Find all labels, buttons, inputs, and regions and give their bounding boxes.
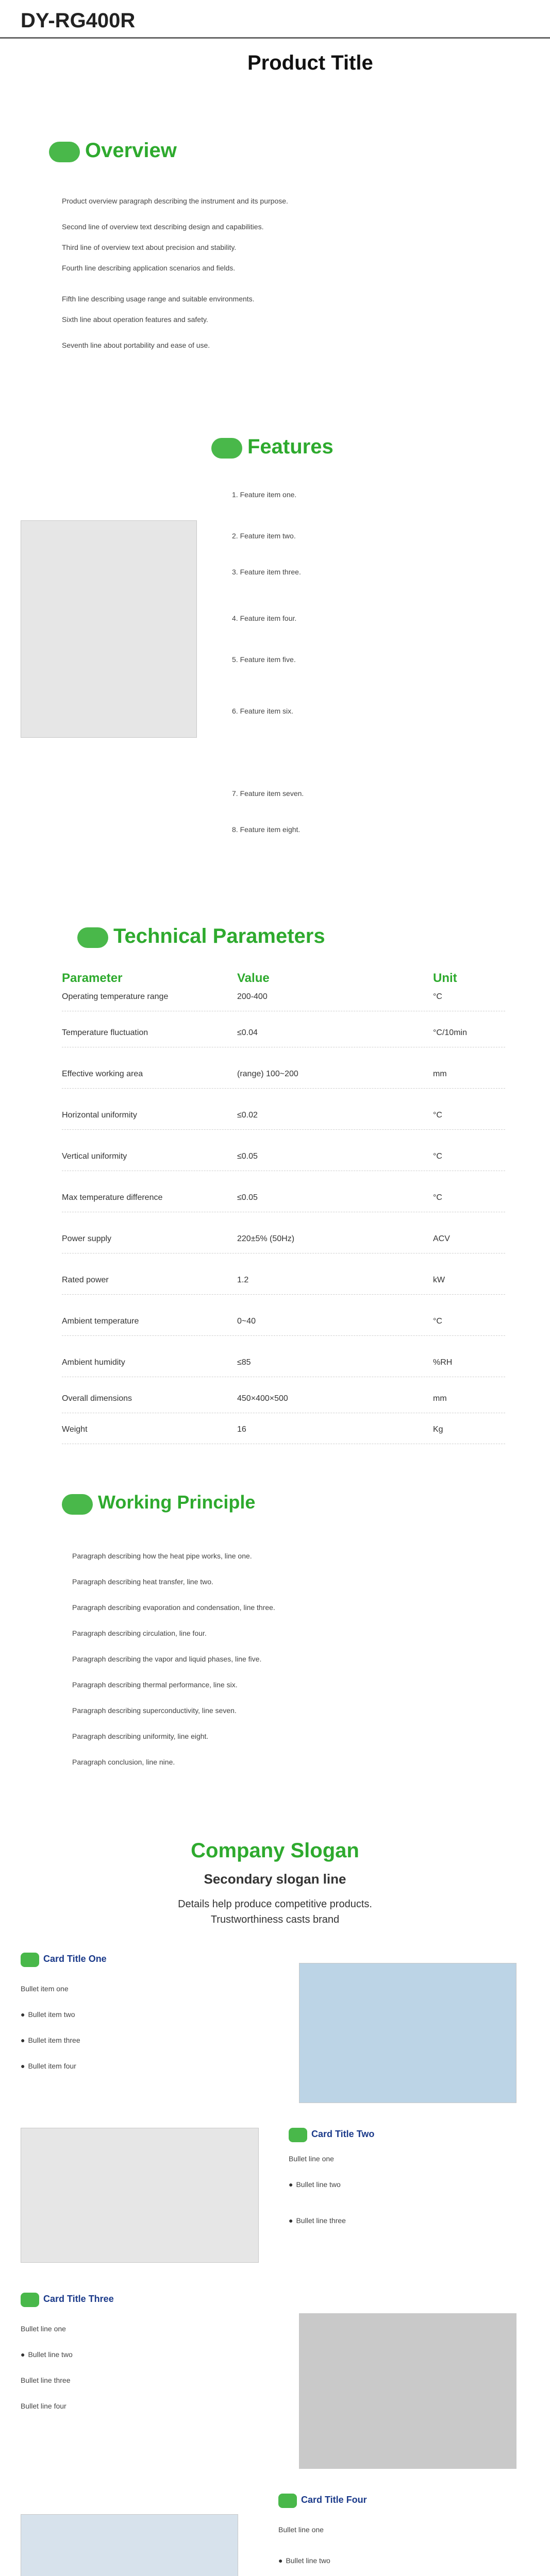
principle-p5: Paragraph describing the vapor and liquid phases, line five.	[72, 1655, 262, 1663]
card-1-bullet-4: ● Bullet item four	[21, 2061, 289, 2071]
card-1-photo	[299, 1963, 516, 2103]
spec-row	[62, 1185, 505, 1212]
overview-p6: Sixth line about operation features and safety.	[62, 315, 208, 324]
spec-row	[62, 1061, 505, 1089]
overview-p5: Fifth line describing usage range and suitable environments.	[62, 295, 255, 303]
feature-4: 4. Feature item four.	[232, 614, 297, 622]
spec-unit: kW	[433, 1276, 445, 1284]
principle-p8: Paragraph describing uniformity, line eight.	[72, 1732, 209, 1740]
spec-row	[62, 1020, 505, 1047]
spec-param: Effective working area	[62, 1070, 143, 1078]
spec-value: 0~40	[237, 1317, 256, 1326]
spec-row	[62, 1267, 505, 1295]
card-3-bullet-2: ● Bullet line two	[21, 2349, 289, 2360]
spec-value: (range) 100~200	[237, 1070, 298, 1078]
principle-p9: Paragraph conclusion, line nine.	[72, 1758, 175, 1766]
product-photo	[21, 520, 197, 738]
top-bar	[0, 0, 550, 74]
spec-row	[62, 1144, 505, 1171]
spec-value: 16	[237, 1425, 246, 1434]
feature-3: 3. Feature item three.	[232, 568, 301, 576]
company-english-1: Details help produce competitive products.	[178, 1899, 372, 1910]
company-english-2: Trustworthiness casts brand	[210, 1914, 340, 1925]
product-title: Product Title	[247, 52, 373, 74]
card-4-title: Card Title Four	[301, 2495, 367, 2505]
spec-param: Horizontal uniformity	[62, 1111, 137, 1120]
spec-unit: %RH	[433, 1358, 453, 1367]
model-label: DY-RG400R	[21, 9, 136, 32]
card-1-bullet-2: ● Bullet item two	[21, 2009, 289, 2020]
card-3-photo	[299, 2313, 516, 2469]
card-1-bullet-1: Bullet item one	[21, 1985, 69, 1993]
principle-p6: Paragraph describing thermal performance, line six.	[72, 1681, 238, 1689]
spec-value: 220±5% (50Hz)	[237, 1234, 295, 1243]
spec-param: Temperature fluctuation	[62, 1028, 148, 1037]
spec-row	[62, 1386, 505, 1413]
company-slogan-2: Secondary slogan line	[204, 1871, 346, 1887]
spec-unit: Kg	[433, 1425, 443, 1434]
spec-row	[62, 1417, 505, 1444]
card-4-bullet-1: Bullet line one	[278, 2526, 324, 2534]
spec-param: Overall dimensions	[62, 1394, 132, 1403]
spec-param: Power supply	[62, 1234, 112, 1243]
overview-section	[0, 139, 550, 428]
card-4-icon	[278, 2494, 297, 2508]
principle-p4: Paragraph describing circulation, line four.	[72, 1629, 207, 1637]
overview-icon	[49, 142, 80, 162]
spec-unit: mm	[433, 1070, 447, 1078]
card-3-icon	[21, 2293, 39, 2307]
principle-p2: Paragraph describing heat transfer, line two.	[72, 1578, 213, 1586]
card-4-bullet-2: ● Bullet line two	[278, 2555, 526, 2566]
card-2-bullet-2: ● Bullet line two	[289, 2179, 515, 2190]
feature-7: 7. Feature item seven.	[232, 789, 304, 798]
spec-value: 200-400	[237, 992, 268, 1001]
card-1-bullet-3: ● Bullet item three	[21, 2035, 289, 2045]
card-2-icon	[289, 2128, 307, 2142]
spec-param: Operating temperature range	[62, 992, 169, 1001]
spec-param: Rated power	[62, 1276, 109, 1284]
spec-unit: °C	[433, 1152, 442, 1161]
feature-2: 2. Feature item two.	[232, 532, 296, 540]
card-3-bullet-4: Bullet line four	[21, 2402, 66, 2410]
spec-unit: °C	[433, 1193, 442, 1202]
feature-5: 5. Feature item five.	[232, 655, 296, 664]
principle-p1: Paragraph describing how the heat pipe works, line one.	[72, 1552, 252, 1560]
spec-header-value: Value	[237, 971, 270, 985]
card-4-photo	[21, 2514, 238, 2576]
overview-title: Overview	[85, 139, 177, 162]
spec-param: Vertical uniformity	[62, 1152, 127, 1161]
card-2	[21, 2128, 536, 2282]
spec-value: ≤0.05	[237, 1193, 258, 1202]
principle-title: Working Principle	[98, 1492, 256, 1513]
spec-header-unit: Unit	[433, 971, 457, 985]
spec-row	[62, 984, 505, 1011]
overview-p2: Second line of overview text describing design and capabilities.	[62, 223, 264, 231]
specs-title: Technical Parameters	[113, 925, 325, 947]
principle-icon	[62, 1494, 93, 1515]
card-1	[21, 1953, 536, 2117]
spec-header-param: Parameter	[62, 971, 123, 985]
specs-section	[0, 922, 550, 1434]
spec-unit: °C	[433, 992, 442, 1001]
card-1-icon	[21, 1953, 39, 1967]
features-title: Features	[247, 435, 334, 458]
spec-unit: ACV	[433, 1234, 450, 1243]
spec-unit: °C	[433, 1111, 442, 1120]
principle-p3: Paragraph describing evaporation and condensation, line three.	[72, 1603, 275, 1612]
card-1-title: Card Title One	[43, 1954, 107, 1964]
spec-value: ≤85	[237, 1358, 251, 1367]
principle-section	[0, 1489, 550, 1819]
spec-value: 450×400×500	[237, 1394, 288, 1403]
spec-param: Ambient temperature	[62, 1317, 139, 1326]
overview-p7: Seventh line about portability and ease of use.	[62, 341, 210, 349]
card-2-photo	[21, 2128, 259, 2263]
spec-row	[62, 1226, 505, 1253]
overview-p3: Third line of overview text about precision and stability.	[62, 243, 237, 251]
spec-param: Ambient humidity	[62, 1358, 125, 1367]
card-2-title: Card Title Two	[311, 2129, 375, 2139]
spec-unit: °C	[433, 1317, 442, 1326]
overview-p4: Fourth line describing application scenarios and fields.	[62, 264, 236, 272]
card-2-bullet-1: Bullet line one	[289, 2155, 334, 2163]
card-3-bullet-3: Bullet line three	[21, 2376, 71, 2384]
spec-row	[62, 1309, 505, 1336]
spec-row	[62, 1350, 505, 1377]
spec-value: ≤0.02	[237, 1111, 258, 1120]
spec-unit: mm	[433, 1394, 447, 1403]
feature-1: 1. Feature item one.	[232, 490, 297, 499]
specs-icon	[77, 927, 108, 948]
company-section	[0, 1839, 550, 2576]
principle-p7: Paragraph describing superconductivity, line seven.	[72, 1706, 237, 1715]
overview-p1: Product overview paragraph describing the instrument and its purpose.	[62, 197, 288, 205]
spec-unit: °C/10min	[433, 1028, 467, 1037]
spec-param: Max temperature difference	[62, 1193, 163, 1202]
feature-6: 6. Feature item six.	[232, 707, 294, 715]
card-4	[21, 2494, 536, 2576]
card-3-bullet-1: Bullet line one	[21, 2325, 66, 2333]
card-2-bullet-3: ● Bullet line three	[289, 2215, 515, 2226]
spec-row	[62, 1103, 505, 1130]
spec-value: 1.2	[237, 1276, 249, 1284]
features-section	[0, 433, 550, 912]
card-3-title: Card Title Three	[43, 2294, 114, 2304]
feature-8: 8. Feature item eight.	[232, 825, 301, 834]
top-divider	[0, 37, 550, 39]
spec-param: Weight	[62, 1425, 88, 1434]
features-icon	[211, 438, 242, 459]
card-3	[21, 2293, 536, 2488]
company-slogan: Company Slogan	[191, 1839, 359, 1862]
spec-value: ≤0.04	[237, 1028, 258, 1037]
spec-value: ≤0.05	[237, 1152, 258, 1161]
